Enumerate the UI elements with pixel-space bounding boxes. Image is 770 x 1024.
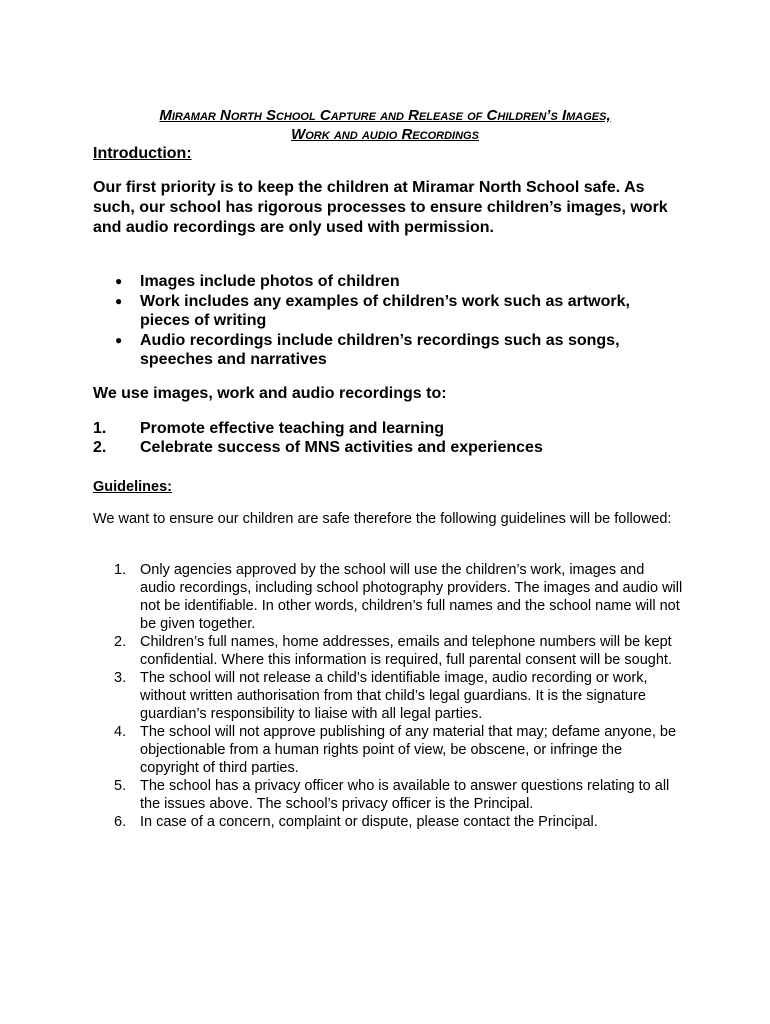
bullet-dot-icon: ● [115,274,123,288]
introduction-paragraph: Our first priority is to keep the children at Miramar North School safe. As such, our school has rigorous processes to ensure children’s images, work and audio recordings are only used with permission. [93,179,668,236]
bullet-item: ● Audio recordings include children’s recordings such as songs, speeches and narratives [115,331,620,368]
document-title [60,106,710,144]
bullet-dot-icon: ● [115,293,123,308]
use-intro-paragraph: We use images, work and audio recordings to: [93,385,447,402]
purpose-item: 1. Promote effective teaching and learning [93,420,445,437]
guideline-item: 5. The school has a privacy officer who is available to answer questions relating to all the issues above. The school’s privacy officer is the Principal. [114,778,670,812]
bullet-dot-icon: ● [115,332,123,347]
title-line-1: Miramar North School Capture and Release of Children’s Images, [159,107,611,124]
guideline-item: 3. The school will not release a child’s identifiable image, audio recording or work, without written authorisation from that child’s legal guardians. It is the signature guardian’s responsibility to liaise with all legal parties. [114,670,648,722]
guidelines-heading: Guidelines: [93,479,172,495]
title-line-2: Work and audio Recordings [291,126,479,143]
guideline-item: 6. In case of a concern, complaint or dispute, please contact the Principal. [114,814,598,830]
bullet-list [93,272,653,370]
guidelines-intro-paragraph: We want to ensure our children are safe therefore the following guidelines will be followed: [93,511,672,527]
guidelines-list [93,561,683,831]
bullet-item: ● Work includes any examples of children’s work such as artwork, pieces of writing [115,292,630,329]
introduction-heading: Introduction: [93,145,192,162]
guideline-item: 4. The school will not approve publishing of any material that may; defame anyone, be objectionable from a human rights point of view, be obscene, or infringe the copyright of third parties. [114,724,677,776]
purpose-list [93,419,673,457]
guideline-item: 2. Children’s full names, home addresses, emails and telephone numbers will be kept confidential. Where this information is required, full parental consent will be sought. [114,634,672,668]
purpose-item: 2. Celebrate success of MNS activities and experiences [93,439,543,456]
bullet-item: ● Images include photos of children [115,273,400,290]
guideline-item: 1. Only agencies approved by the school will use the children’s work, images and audio recordings, including school photography providers. The images and audio will not be identifiable. In other words, children’s full names and the school name will not be given together. [114,562,683,632]
